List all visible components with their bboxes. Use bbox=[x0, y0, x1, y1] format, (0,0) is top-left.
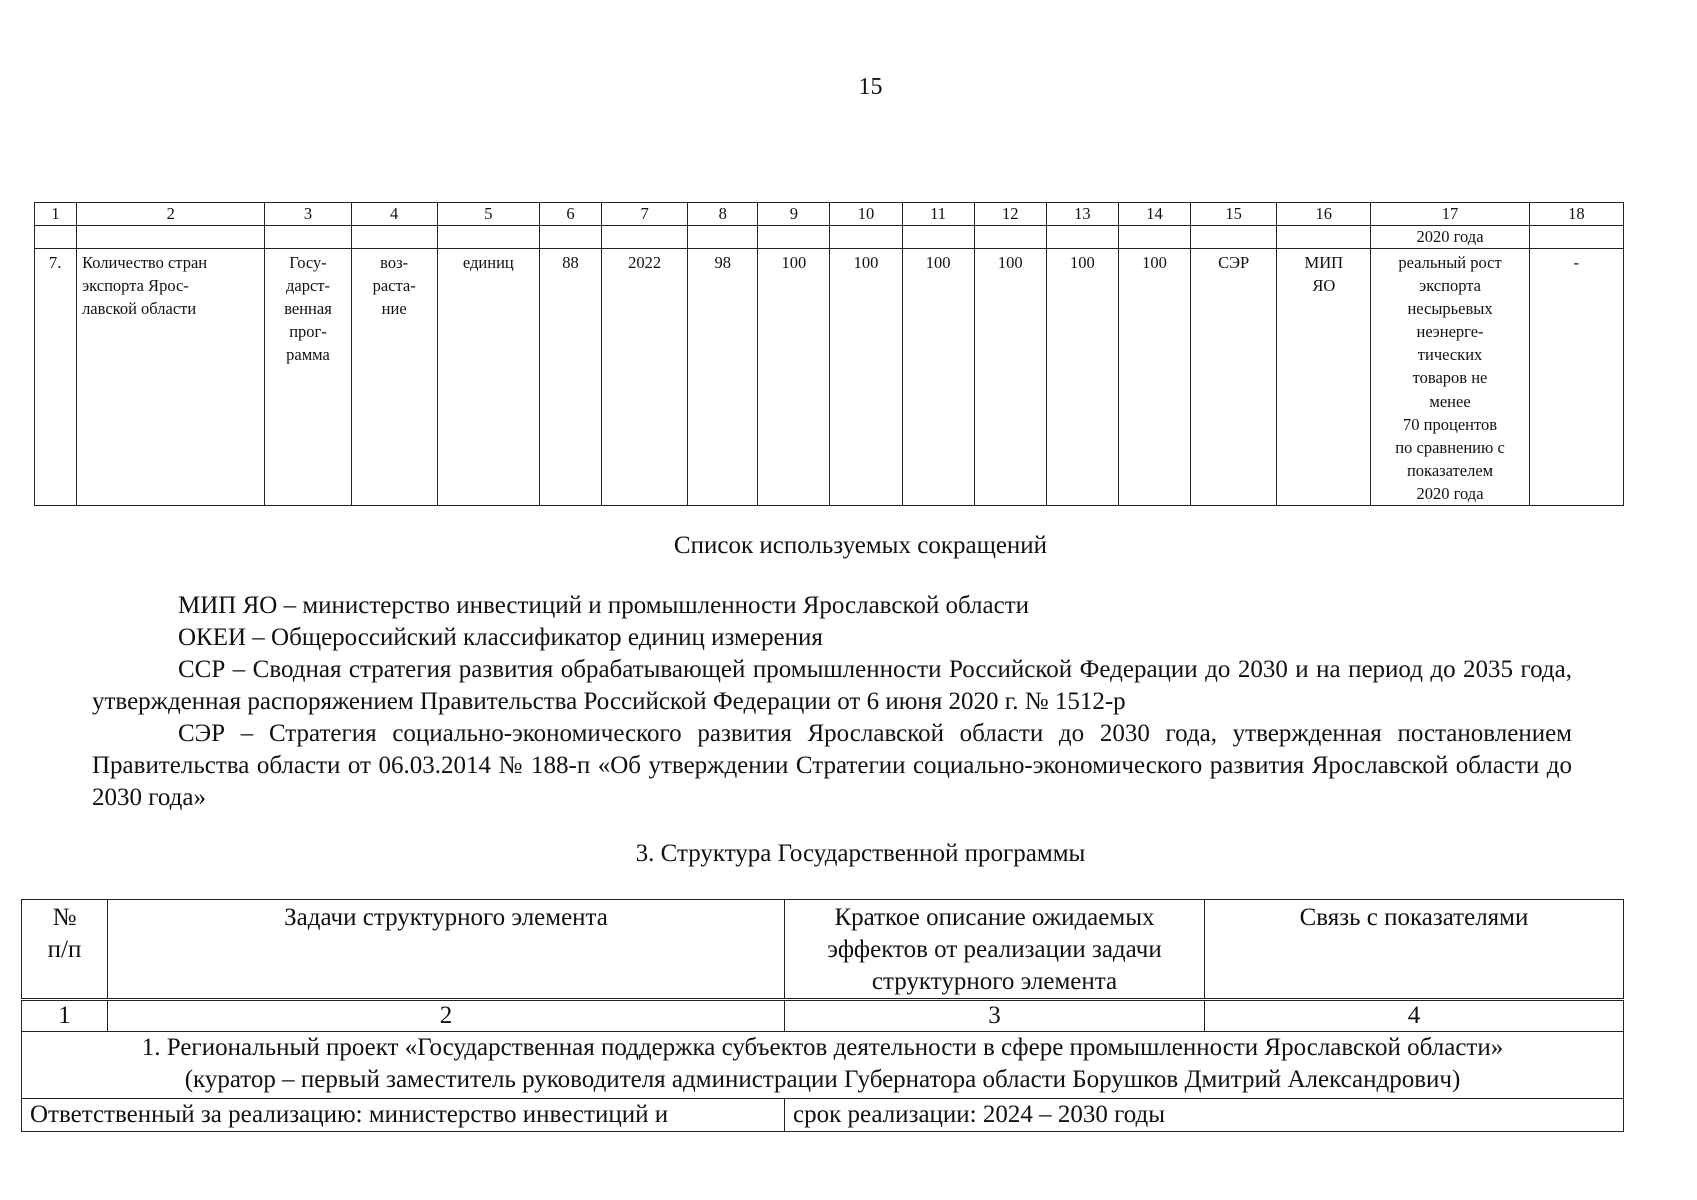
header-num: № п/п bbox=[22, 900, 108, 1000]
page-number: 15 bbox=[858, 74, 883, 100]
col-number: 6 bbox=[539, 203, 601, 226]
header-link: Связь с показателями bbox=[1205, 900, 1624, 1000]
value-cell: 100 bbox=[1118, 249, 1190, 506]
indicator-trend: воз- раста- ние bbox=[351, 249, 437, 506]
col-number: 3 bbox=[785, 1000, 1205, 1032]
abbreviation-item: СЭР – Стратегия социально-экономического развития Ярославской области до 2030 года, утвержденная постановлением Правительства области от 06.03.2014 № 188-п «Об утверждении Стратегии социально-экономического развития Ярославской области до 2030 года» bbox=[92, 720, 1572, 811]
indicator-table bbox=[34, 202, 1624, 506]
responsible-text: Ответственный за реализацию: министерство инвестиций и bbox=[22, 1099, 785, 1132]
continuation-row bbox=[35, 226, 1624, 249]
col-number: 7 bbox=[602, 203, 688, 226]
structure-table bbox=[21, 899, 1624, 1132]
col-number: 9 bbox=[758, 203, 830, 226]
info-system-cell: - bbox=[1529, 249, 1623, 506]
col-number: 12 bbox=[974, 203, 1046, 226]
link-cell: реальный рост экспорта несырьевых неэнерге- тических товаров не менее 70 процентов по сравнению с показателем 2020 года bbox=[1371, 249, 1529, 506]
structure-header-row bbox=[22, 900, 1624, 1000]
col-number: 2 bbox=[77, 203, 265, 226]
project-row bbox=[22, 1032, 1624, 1099]
responsible-cell: МИП ЯО bbox=[1277, 249, 1371, 506]
structure-title: 3. Структура Государственной программы bbox=[635, 840, 1086, 867]
abbreviation-item: ССР – Сводная стратегия развития обрабатывающей промышленности Российской Федерации до 2030 и на период до 2035 года, утвержденная распоряжением Правительства Российской Федерации от 6 июня 2020 г. № 1512-р bbox=[92, 656, 1572, 715]
col-number: 3 bbox=[265, 203, 351, 226]
abbreviation-item: ОКЕИ – Общероссийский классификатор единиц измерения bbox=[178, 624, 823, 651]
value-cell: 100 bbox=[902, 249, 974, 506]
col-number: 11 bbox=[902, 203, 974, 226]
value-cell: 98 bbox=[688, 249, 758, 506]
col-number: 16 bbox=[1277, 203, 1371, 226]
abbreviations-title: Список используемых сокращений bbox=[673, 532, 1048, 559]
column-number-row bbox=[35, 203, 1624, 226]
header-tasks: Задачи структурного элемента bbox=[108, 900, 785, 1000]
indicator-level: Госу- дарст- венная прог- рамма bbox=[265, 249, 351, 506]
indicator-name: Количество стран экспорта Ярос- лавской области bbox=[77, 249, 265, 506]
header-effects: Краткое описание ожидаемых эффектов от реализации задачи структурного элемента bbox=[785, 900, 1205, 1000]
value-cell: 100 bbox=[830, 249, 902, 506]
structure-number-row bbox=[22, 1000, 1624, 1032]
col-number: 10 bbox=[830, 203, 902, 226]
document-cell: СЭР bbox=[1191, 249, 1277, 506]
col-number: 1 bbox=[35, 203, 77, 226]
col-number: 14 bbox=[1118, 203, 1190, 226]
col-number: 15 bbox=[1191, 203, 1277, 226]
continuation-text: 2020 года bbox=[1371, 226, 1529, 249]
abbreviation-item: МИП ЯО – министерство инвестиций и промышленности Ярославской области bbox=[178, 592, 1030, 619]
row-number: 7. bbox=[35, 249, 77, 506]
col-number: 8 bbox=[688, 203, 758, 226]
project-title: 1. Региональный проект «Государственная поддержка субъектов деятельности в сфере промышленности Ярославской области» (куратор – первый заместитель руководителя администрации Губернатора области Борушков Дмитрий Александрович) bbox=[22, 1032, 1624, 1099]
col-number: 13 bbox=[1046, 203, 1118, 226]
unit-cell: единиц bbox=[437, 249, 539, 506]
col-number: 17 bbox=[1371, 203, 1529, 226]
base-value-cell: 88 bbox=[539, 249, 601, 506]
col-number: 4 bbox=[1205, 1000, 1624, 1032]
value-cell: 100 bbox=[974, 249, 1046, 506]
base-year-cell: 2022 bbox=[602, 249, 688, 506]
col-number: 5 bbox=[437, 203, 539, 226]
period-text: срок реализации: 2024 – 2030 годы bbox=[785, 1099, 1624, 1132]
responsible-row bbox=[22, 1099, 1624, 1132]
value-cell: 100 bbox=[1046, 249, 1118, 506]
col-number: 18 bbox=[1529, 203, 1623, 226]
col-number: 1 bbox=[22, 1000, 108, 1032]
indicator-row bbox=[35, 249, 1624, 506]
col-number: 2 bbox=[108, 1000, 785, 1032]
abbreviations-list bbox=[92, 590, 1572, 814]
value-cell: 100 bbox=[758, 249, 830, 506]
col-number: 4 bbox=[351, 203, 437, 226]
